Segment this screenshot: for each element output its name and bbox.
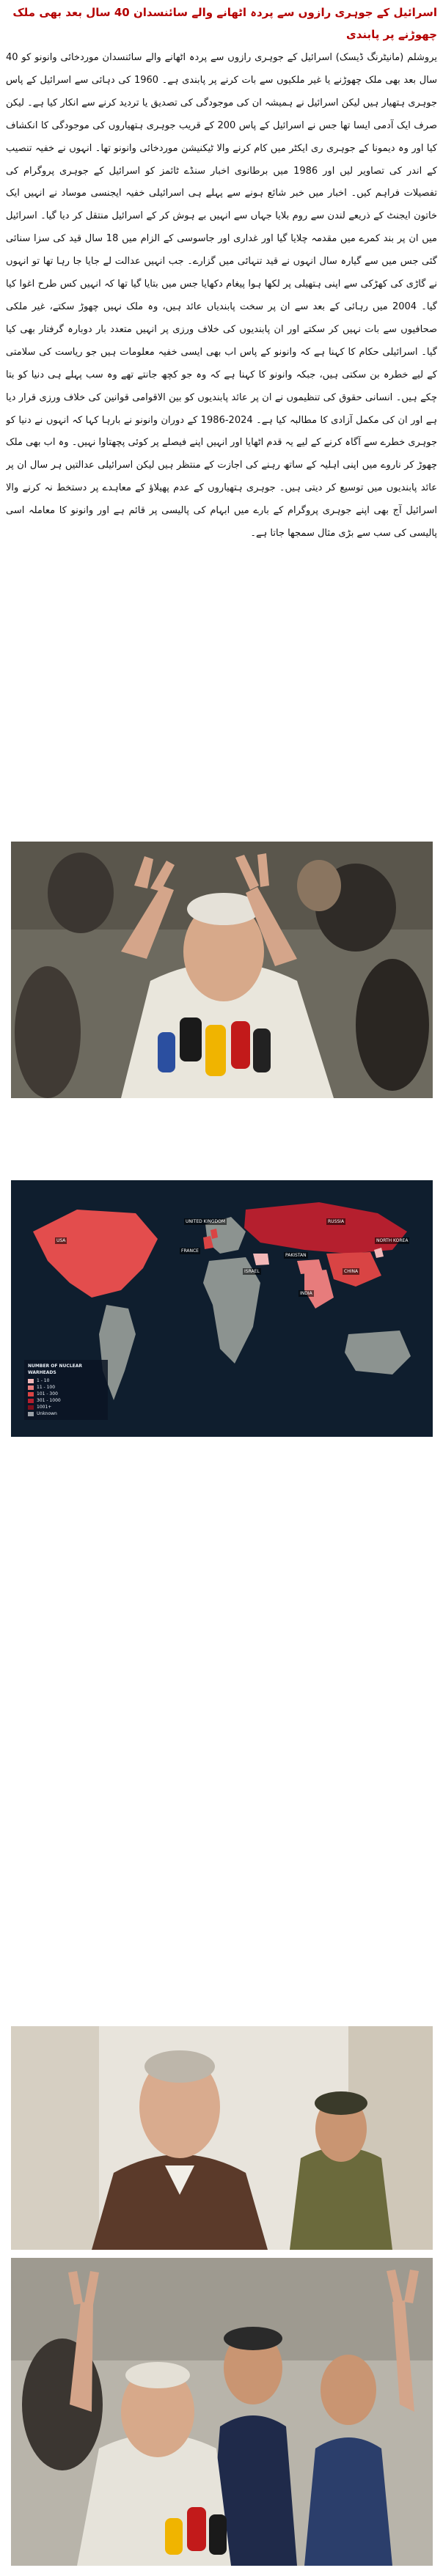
map-legend [24,1360,108,1420]
map-label-russia: RUSSIA [328,1219,345,1224]
article-headline: اسرائیل کے جوہری رازوں سے پردہ اٹھانے والے سائنسدان 40 سال بعد بھی ملک چھوڑنے پر پابندی [12,6,437,41]
map-legend-title: NUMBER OF NUCLEAR WARHEADS [28,1364,83,1375]
map-label-north-korea: NORTH KOREA [376,1238,409,1243]
map-label-uk: UNITED KINGDOM [186,1219,225,1224]
map-label-india: INDIA [300,1291,312,1296]
map-legend-row: 1001+ [28,1404,104,1410]
photo-nuclear-world-map [11,1180,433,1437]
map-label-israel: ISRAEL [244,1269,260,1274]
photo-victory-sign-crowd [11,842,433,1098]
map-legend-row: 11 - 100 [28,1384,104,1391]
map-label-china: CHINA [344,1269,359,1274]
map-legend-row: Unknown [28,1410,104,1417]
article-body: یروشلم (مانیٹرنگ ڈیسک) اسرائیل کے جوہری رازوں سے پردہ اٹھانے والے سائنسدان موردخائی وانونو کو 40 سال بعد بھی ملک چھوڑنے یا غیر ملکیوں سے بات کرنے پر پابندی ہے۔ 1960 کی دہائی سے اسرائیل کے پاس جوہری ہتھیار ہیں لیکن اسرائیل نے ہمیشہ ان کی موجودگی کی تصدیق یا تردید کرنے سے انکار کیا ہے۔ لیکن صرف ایک آدمی ایسا تھا جس نے اسرائیل کے پاس 200 کے قریب جوہری ہتھیاروں کی موجودگی کا انکشاف کیا اور وہ دیمونا کے جوہری ری ایکٹر میں کام کرنے والا ٹیکنیشن موردخائی وانونو تھا۔ انہوں نے خفیہ تنصیب کے اندر کی تصاویر لیں اور 1986 میں برطانوی اخبار سنڈے ٹائمز کو اسرائیل کے جوہری پروگرام کی تفصیلات فراہم کیں۔ اخبار میں خبر شائع ہونے سے پہلے ہی اسرائیلی خفیہ ایجنسی موساد نے انہیں ایک خاتون ایجنٹ کے ذریعے لندن سے روم بلایا جہاں سے انہیں بے ہوش کر کے اسرائیل منتقل کر دیا گیا۔ اسرائیل میں ان پر بند کمرے میں مقدمہ چلایا گیا اور غداری اور جاسوسی کے الزام میں 18 سال قید کی سزا سنائی گئی جس میں سے گیارہ سال انہوں نے قید تنہائی میں گزارے۔ جب انہیں عدالت لے جایا جا رہا تھا تو انہوں نے گاڑی کی کھڑکی سے اپنی ہتھیلی پر لکھا ہوا پیغام دکھایا جس میں بتایا گیا تھا کہ انہیں کس طرح اغوا کیا گیا۔ 2004 میں رہائی کے بعد سے ان پر سخت پابندیاں عائد ہیں، وہ ملک نہیں چھوڑ سکتے، غیر ملکی صحافیوں سے بات نہیں کر سکتے اور ان پابندیوں کی خلاف ورزی پر انہیں متعدد بار دوبارہ گرفتار بھی کیا گیا۔ اسرائیلی حکام کا کہنا ہے کہ وانونو کے پاس اب بھی ایسی خفیہ معلومات ہیں جو ریاست کی سلامتی کے لیے خطرہ بن سکتی ہیں، جبکہ وانونو کا کہنا ہے کہ وہ جو کچھ جانتے تھے وہ سب پہلے ہی دنیا کو بتا چکے ہیں۔ انسانی حقوق کی تنظیموں نے ان پر عائد پابندیوں کو بین الاقوامی قوانین کی خلاف ورزی قرار دیا ہے اور ان کی مکمل آزادی کا مطالبہ کیا ہے۔ 2024-1986 کے دوران وانونو نے بارہا کہا کہ انہوں نے دنیا کو جوہری خطرے سے آگاہ کرنے کے لیے یہ قدم اٹھایا اور انہیں اپنے فیصلے پر کوئی پچھتاوا نہیں۔ وہ اب بھی ملک چھوڑ کر ناروے میں اپنی اہلیہ کے ساتھ رہنے کی اجازت کے منتظر ہیں لیکن اسرائیلی عدالتیں ہر سال ان پر عائد پابندیوں میں توسیع کر دیتی ہیں۔ جوہری ہتھیاروں کے عدم پھیلاؤ کے معاہدے پر دستخط نہ کرنے والا اسرائیل آج بھی اپنے جوہری پروگرام کے بارے میں ابہام کی پالیسی پر قائم ہے اور وانونو کا معاملہ اسی پالیسی کی سب سے بڑی مثال سمجھا جاتا ہے۔ [6,52,437,540]
photo-victory-sign-escorted [11,2258,433,2566]
map-legend-row: 301 - 1000 [28,1397,104,1404]
map-label-pakistan: PAKISTAN [285,1253,307,1258]
map-label-usa: USA [56,1238,66,1243]
photo-man-with-guard [11,2026,433,2250]
map-label-france: FRANCE [181,1248,199,1254]
map-legend-row: 1 - 10 [28,1377,104,1384]
map-legend-row: 101 - 300 [28,1391,104,1397]
